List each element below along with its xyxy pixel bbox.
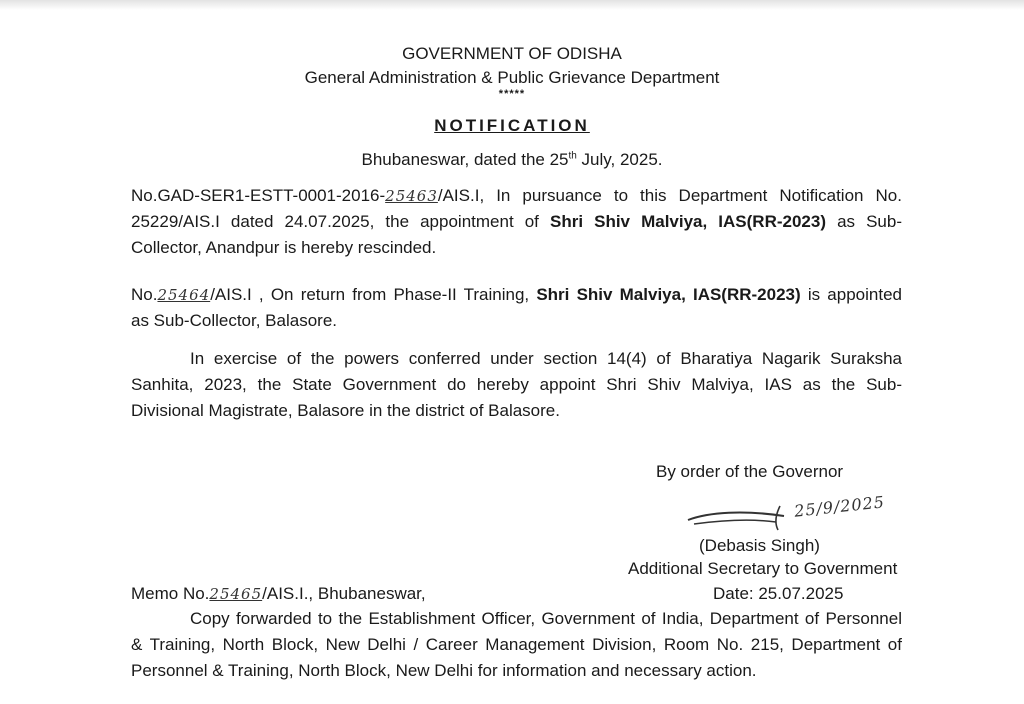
paragraph-magistrate: In exercise of the powers conferred under section 14(4) of Bharatiya Nagarik Suraksha Sanhita, 2023, the State Government do hereby appoint Shri Shiv Malviya, IAS as the Sub- Divisional Magistrate, Balasore in the district of Balasore.: [131, 349, 902, 420]
department-heading: General Administration & Public Grievance Department: [304, 68, 720, 87]
copy-forwarded-paragraph: Copy forwarded to the Establishment Officer, Government of India, Department of Personnel & Training, North Block, New Delhi / Career Management Division, Room No. 215, Department of Personnel & Training, North Block, New Delhi for information and necessary action.: [131, 609, 902, 680]
memo-date: Date: 25.07.2025: [713, 584, 844, 603]
dated-line: Bhubaneswar, dated the 25th July, 2025.: [361, 150, 663, 169]
handwritten-ref-number: 25464: [157, 286, 211, 304]
paragraph-appointment: No.25464/AIS.I , On return from Phase-II Training, Shri Shiv Malviya, IAS(RR-2023) is appointed as Sub-Collector, Balasore.: [131, 285, 902, 330]
by-order-line: By order of the Governor: [656, 462, 844, 481]
government-heading: GOVERNMENT OF ODISHA: [402, 44, 622, 63]
handwritten-ref-number: 25463: [385, 187, 438, 205]
handwritten-ref-number: 25465: [209, 585, 263, 603]
signature-date: 25/9/2025: [793, 492, 886, 521]
signature-mark: [684, 500, 794, 534]
memo-number-line: Memo No.25465/AIS.I., Bhubaneswar,: [131, 584, 426, 603]
signatory-designation: Additional Secretary to Government: [628, 559, 898, 578]
paragraph-rescind: No.GAD-SER1-ESTT-0001-2016-25463/AIS.I, In pursuance to this Department Notification No. 25229/AIS.I dated 24.07.2025, the appointment of Shri Shiv Malviya, IAS(RR-2023) as Sub- Collector, Anandpur is hereby rescinded.: [131, 186, 903, 257]
signatory-name: (Debasis Singh): [699, 536, 820, 555]
notification-title: NOTIFICATION: [434, 116, 590, 135]
header-stars: *****: [498, 88, 526, 100]
